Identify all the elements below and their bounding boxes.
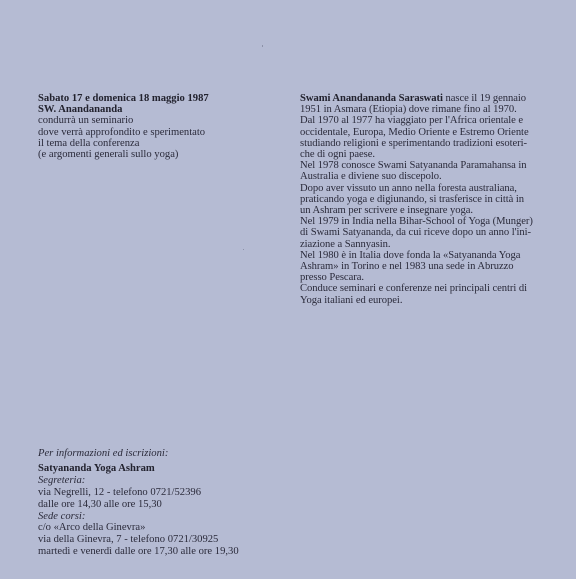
bio-line: occidentale, Europa, Medio Oriente e Estremo Oriente [300,126,529,138]
event-description-line: dove verrà approfondito e sperimentato [38,126,206,138]
courses-venue: c/o «Arco della Ginevra» [38,522,146,534]
event-announcement [38,93,209,160]
contact-info [38,448,239,558]
bio-line: che di ogni paese. [300,149,375,161]
organization-name: Satyananda Yoga Ashram [38,462,155,474]
secretariat-label: Segreteria: [38,474,86,486]
bio-line: Dopo aver vissuto un anno nella foresta australiana, [300,182,517,194]
bio-line: Nel 1979 in India nella Bihar-School of Yoga (Munger) [300,216,533,228]
bio-line: Nel 1978 conosce Swami Satyananda Paramahansa in [300,160,527,172]
bio-first-line [300,93,542,104]
bio-line: presso Pescara. [300,272,364,284]
courses-hours: martedì e venerdì dalle ore 17,30 alle ore 19,30 [38,546,239,558]
paper-speck [243,249,244,250]
info-title: Per informazioni ed iscrizioni: [38,448,169,459]
paper-speck [262,45,263,47]
bio-line: Nel 1980 è in Italia dove fonda la «Satyananda Yoga [300,249,521,261]
bio-first-line-text: nasce il 19 gennaio [442,93,527,104]
bio-line: Ashram» in Torino e nel 1983 una sede in Abruzzo [300,261,514,273]
bio-line: praticando yoga e digiunando, si trasferisce in città in [300,193,525,205]
event-description-line: il tema della conferenza [38,137,140,149]
bio-line: un Ashram per scrivere e insegnare yoga. [300,205,474,217]
bio-line: 1951 in Asmara (Etiopia) dove rimane fino al 1970. [300,104,517,116]
courses-address: via della Ginevra, 7 - telefono 0721/30925 [38,534,219,546]
bio-name: Swami Anandananda Saraswati [300,93,443,104]
bio-line: Yoga italiani ed europei. [300,294,403,306]
bio-line: studiando religioni e sperimentando tradizioni esoteri- [300,137,528,149]
event-description-line: (e argomenti generali sullo yoga) [38,149,179,161]
event-description-line: condurrà un seminario [38,115,134,127]
bio-line: Australia e diviene suo discepolo. [300,171,442,183]
bio-line: ziazione a Sannyasin. [300,238,391,250]
event-date: Sabato 17 e domenica 18 maggio 1987 [38,93,209,104]
bio-line: Conduce seminari e conferenze nei principali centri di [300,283,528,295]
bio-line: Dal 1970 al 1977 ha viaggiato per l'Africa orientale e [300,115,524,127]
bio-line: di Swami Satyananda, da cui riceve dopo un anno l'ini- [300,227,532,239]
courses-label: Sede corsi: [38,510,86,522]
secretariat-hours: dalle ore 14,30 alle ore 15,30 [38,498,162,510]
secretariat-address: via Negrelli, 12 - telefono 0721/52396 [38,486,201,498]
event-leader: SW. Anandananda [38,104,123,116]
biography [300,93,542,306]
